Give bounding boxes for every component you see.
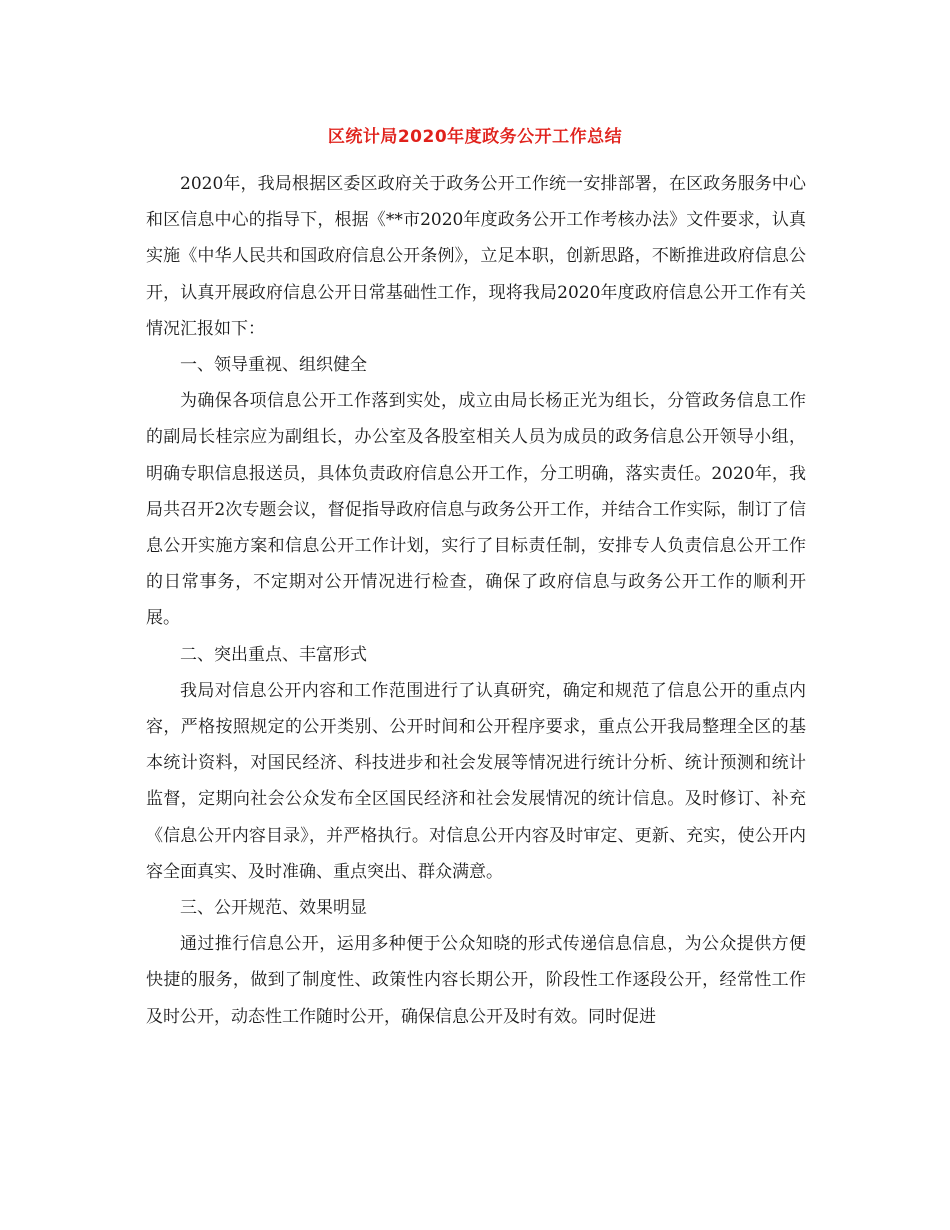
section-2-paragraph: 我局对信息公开内容和工作范围进行了认真研究，确定和规范了信息公开的重点内容，严格按照规定的公开类别、公开时间和公开程序要求，重点公开我局整理全区的基本统计资料，对国民经济、科技进步和社会发展等情况进行统计分析、统计预测和统计监督，定期向社会公众发布全区国民经济和社会发展情况的统计信息。及时修订、补充《信息公开内容目录》，并严格执行。对信息公开内容及时审定、更新、充实，使公开内容全面真实、及时准确、重点突出、群众满意。: [146, 680, 806, 882]
intro-paragraph: 2020年，我局根据区委区政府关于政务公开工作统一安排部署，在区政务服务中心和区信息中心的指导下，根据《**市2020年度政务公开工作考核办法》文件要求，认真实施《中华人民共和国政府信息公开条例》，立足本职，创新思路，不断推进政府信息公开，认真开展政府信息公开日常基础性工作，现将我局2020年度政府信息公开工作有关情况汇报如下：: [146, 174, 806, 339]
section-3-paragraph: 通过推行信息公开，运用多种便于公众知晓的形式传递信息信息，为公众提供方便快捷的服务，做到了制度性、政策性内容长期公开，阶段性工作逐段公开，经常性工作及时公开，动态性工作随时公开，确保信息公开及时有效。同时促进: [146, 934, 806, 1027]
section-heading-3: 三、公开规范、效果明显: [180, 898, 367, 919]
section-1-paragraph: 为确保各项信息公开工作落到实处，成立由局长杨正光为组长，分管政务信息工作的副局长桂宗应为副组长，办公室及各股室相关人员为成员的政务信息公开领导小组，明确专职信息报送员，具体负责政府信息公开工作，分工明确，落实责任。2020年，我局共召开2次专题会议，督促指导政府信息与政务公开工作，并结合工作实际，制订了信息公开实施方案和信息公开工作计划，实行了目标责任制，安排专人负责信息公开工作的日常事务，不定期对公开情况进行检查，确保了政府信息与政务公开工作的顺利开展。: [146, 391, 806, 629]
section-heading-1: 一、领导重视、组织健全: [180, 355, 367, 376]
document-title: 区统计局2020年度政务公开工作总结: [327, 127, 623, 147]
section-heading-2: 二、突出重点、丰富形式: [180, 644, 367, 665]
document-body: [146, 166, 806, 1035]
